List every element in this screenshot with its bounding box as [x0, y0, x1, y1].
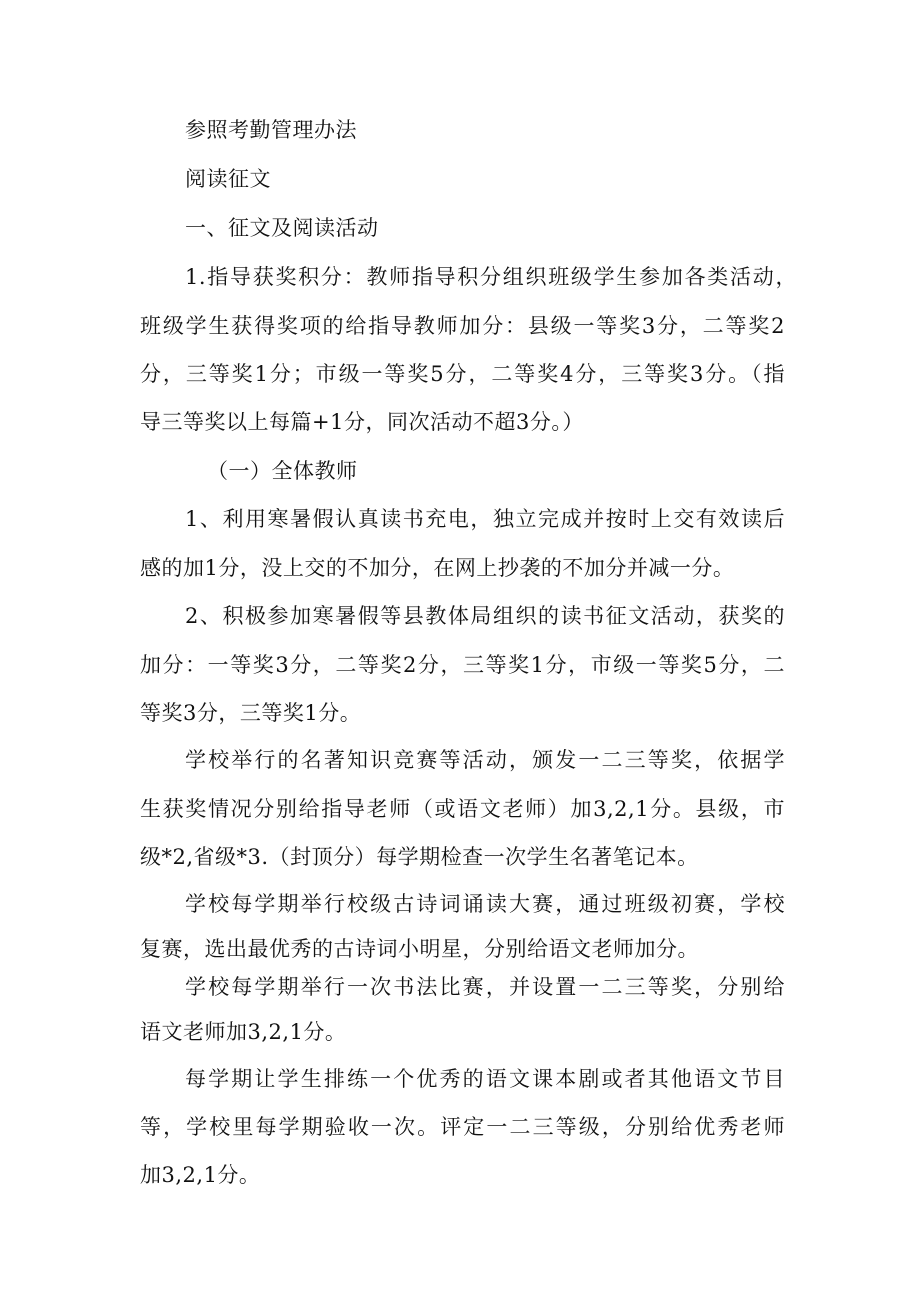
paragraph-1-line-4: 导三等奖以上每篇+1分，同次活动不超3分。）	[140, 410, 584, 434]
item-2-line-2: 加分：一等奖3分，二等奖2分，三等奖1分，市级一等奖5分，二	[140, 653, 785, 677]
classics-contest-line-2: 生获奖情况分别给指导老师（或语文老师）加3,2,1分。县级，市	[140, 797, 785, 821]
classics-contest-line-1: 学校举行的名著知识竞赛等活动，颁发一二三等奖，依据学	[185, 748, 785, 772]
item-1-line-2: 感的加1分，没上交的不加分，在网上抄袭的不加分并减一分。	[140, 556, 735, 580]
paragraph-1-line-1: 1.指导获奖积分：教师指导积分组织班级学生参加各类活动，	[185, 265, 797, 289]
heading-attendance-reference: 参照考勤管理办法	[185, 118, 357, 142]
heading-reading-essay: 阅读征文	[185, 167, 271, 191]
calligraphy-contest-line-1: 学校每学期举行一次书法比赛，并设置一二三等奖，分别给	[185, 975, 785, 999]
item-2-line-1: 2、积极参加寒暑假等县教体局组织的读书征文活动，获奖的	[185, 604, 785, 628]
textbook-drama-line-1: 每学期让学生排练一个优秀的语文课本剧或者其他语文节目	[185, 1067, 785, 1091]
classics-contest-line-3: 级*2,省级*3.（封顶分）每学期检查一次学生名著笔记本。	[140, 845, 699, 869]
paragraph-1-line-3: 分，三等奖1分；市级一等奖5分，二等奖4分，三等奖3分。（指	[140, 362, 785, 386]
textbook-drama-line-3: 加3,2,1分。	[140, 1163, 261, 1187]
item-2-line-3: 等奖3分，三等奖1分。	[140, 701, 362, 725]
subsection-heading-all-teachers: （一）全体教师	[207, 459, 358, 483]
paragraph-1-line-2: 班级学生获得奖项的给指导教师加分：县级一等奖3分，二等奖2	[140, 314, 785, 338]
textbook-drama-line-2: 等，学校里每学期验收一次。评定一二三等级，分别给优秀老师	[140, 1115, 785, 1139]
section-heading-essay-reading: 一、征文及阅读活动	[185, 216, 379, 240]
calligraphy-contest-line-2: 语文老师加3,2,1分。	[140, 1020, 347, 1044]
item-1-line-1: 1、利用寒暑假认真读书充电，独立完成并按时上交有效读后	[185, 507, 785, 531]
poetry-contest-line-2: 复赛，选出最优秀的古诗词小明星，分别给语文老师加分。	[140, 937, 699, 961]
poetry-contest-line-1: 学校每学期举行校级古诗词诵读大赛，通过班级初赛，学校	[185, 892, 785, 916]
